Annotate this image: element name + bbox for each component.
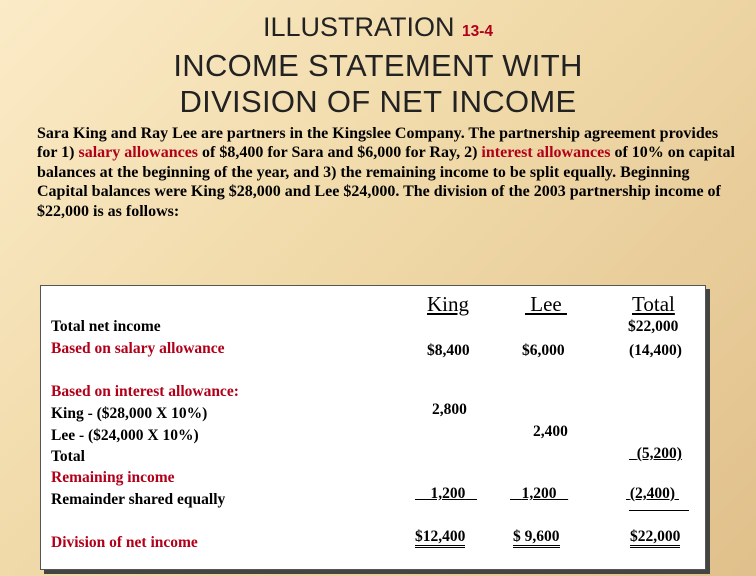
- value-interest-total-text: (5,200): [636, 445, 682, 462]
- value-remainder-king: [415, 485, 477, 503]
- label-interest-allowance: Based on interest allowance:: [51, 383, 239, 400]
- subtotal-rule: [629, 510, 689, 511]
- value-division-king: $12,400: [415, 529, 465, 548]
- value-remainder-total: [626, 485, 679, 503]
- label-total-net-income: Total net income: [51, 318, 161, 335]
- label-king-interest: King - ($28,000 X 10%): [51, 405, 208, 422]
- value-interest-total: [629, 445, 682, 463]
- illustration-number: 13-4: [462, 23, 494, 40]
- value-salary-lee: $6,000: [522, 342, 565, 359]
- label-lee-interest: Lee - ($24,000 X 10%): [51, 427, 199, 444]
- value-division-total: $22,000: [630, 529, 680, 548]
- intro-text-3: of 10% on capital balances at the beginning of the year, and 3) the remaining income to be split equally. Beginning Capital balances were King $28,000 and Lee $24,000. The division of the 2003 partnership income of $22,000 is as follows:: [37, 144, 735, 220]
- header-lee: Lee: [525, 292, 567, 316]
- label-division-net-income: Division of net income: [51, 534, 198, 551]
- value-remainder-lee-text: 1,200: [521, 485, 557, 502]
- label-remaining-income: Remaining income: [51, 469, 175, 486]
- intro-paragraph: [37, 124, 737, 221]
- intro-text-1: Sara King and Ray Lee are partners in the Kingslee Company. The partnership agreement provides for 1): [37, 125, 719, 162]
- value-remainder-king-text: 1,200: [430, 485, 466, 502]
- value-total-net-income: $22,000: [628, 318, 679, 335]
- value-salary-total: (14,400): [629, 342, 682, 359]
- value-remainder-total-text: (2,400): [629, 485, 676, 502]
- label-salary-allowance: Based on salary allowance: [51, 340, 225, 357]
- label-total: Total: [51, 448, 85, 465]
- interest-allowances-highlight: interest allowances: [481, 144, 611, 162]
- value-interest-lee: 2,400: [533, 423, 568, 440]
- page-title-line-1: INCOME STATEMENT WITH: [173, 48, 583, 83]
- label-remainder-shared: Remainder shared equally: [51, 491, 226, 508]
- value-interest-king: 2,800: [432, 401, 467, 418]
- header-king: King: [427, 292, 469, 316]
- value-remainder-lee: [510, 485, 568, 503]
- value-division-lee: $ 9,600: [513, 529, 560, 548]
- page-title-line-2: DIVISION OF NET INCOME: [179, 84, 577, 119]
- salary-allowances-highlight: salary allowances: [78, 144, 199, 162]
- header-total: Total: [632, 292, 675, 316]
- income-division-table: [40, 285, 706, 570]
- illustration-word: ILLUSTRATION: [262, 12, 455, 42]
- illustration-label: [0, 12, 756, 43]
- intro-text-2: of $8,400 for Sara and $6,000 for Ray, 2): [198, 144, 482, 162]
- value-salary-king: $8,400: [427, 342, 470, 359]
